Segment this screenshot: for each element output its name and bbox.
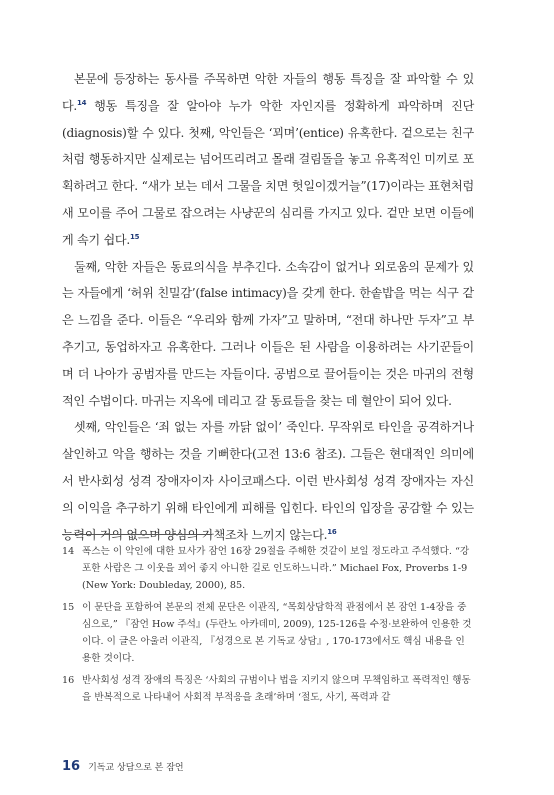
paragraph-text: 둘째, 악한 자들은 동료의식을 부추긴다. 소속감이 없거나 외로움의 문제가 있는 자들에게 ‘허위 친밀감’(false intimacy)을 갖게 한다. 한솥밥을 먹는 식구 같은 느낌을 준다. 이들은 “우리와 함께 가자”고 말하며, “전대 하나만 두자”고 부추기고, 동업하자고 유혹한다. 그러나 이들은 된 사람을 이용하려는 사기꾼들이며 더 나아가 공범자를 만드는 자들이다. 공범으로 끌어들이는 것은 마귀의 전형적인 수법이다. 마귀는 지옥에 데리고 갈 동료들을 찾는 데 혈안이 되어 있다. (62, 259, 474, 408)
footnote (62, 543, 474, 594)
footnote-reference: 14 (77, 98, 87, 107)
footnote-divider (62, 534, 212, 535)
body-paragraph (62, 414, 474, 548)
footnote (62, 672, 474, 706)
running-book-title: 기독교 상담으로 본 잠언 (88, 763, 184, 773)
paragraph-text: 행동 특징을 잘 알아야 누가 악한 자인지를 정확하게 파악하며 진단(diagnosis)할 수 있다. 첫째, 악인들은 ‘꾀며’(entice) 유혹한다. 겉으로는 친구처럼 행동하지만 실제로는 넘어뜨리려고 몰래 걸림돌을 놓고 유혹적인 미끼로 포획하려고 한다. “새가 보는 데서 그물을 치면 헛일이겠거늘”(17)이라는 표현처럼 새 모이를 주어 그물로 잡으려는 사냥꾼의 심리를 가지고 있다. 겉만 보면 이들에게 속기 쉽다. (62, 98, 474, 247)
page-footer (62, 759, 184, 774)
body-paragraph (62, 254, 474, 415)
footnote-number: 15 (62, 602, 75, 613)
paragraph-text: 셋째, 악인들은 ‘죄 없는 자를 까닭 없이’ 죽인다. 무작위로 타인을 공격하거나 살인하고 악을 행하는 것을 기뻐한다(고전 13:6 참조). 그들은 현대적인 의미에서 반사회성 성격 장애자이자 사이코패스다. 이런 반사회성 성격 장애자는 자신의 이익을 추구하기 위해 타인에게 피해를 입힌다. 타인의 입장을 공감할 수 있는 능력이 거의 없으며 양심의 가책조차 느끼지 않는다. (62, 420, 474, 542)
paragraph-text: 본문에 등장하는 동사를 주목하면 악한 자들의 행동 특징을 잘 파악할 수 있다. (62, 72, 474, 113)
footnote-text: 이 문단을 포함하여 본문의 전체 문단은 이관직, “목회상담학적 관점에서 본 잠언 1-4장을 중심으로,” 『잠언 How 주석』(두란노 아카데미, 2009), 125-126을 수정·보완하여 인용한 것이다. 이 글은 아울러 이관직, 『성경으로 본 기독교 상담』, 170-173에서도 핵심 내용을 인용한 것이다. (82, 602, 472, 664)
footnotes (62, 543, 474, 711)
footnote-reference: 16 (327, 527, 337, 536)
footnote-text: 반사회성 성격 장애의 특징은 ‘사회의 규범이나 법을 지키지 않으며 무책임하고 폭력적인 행동을 반복적으로 나타내어 사회적 부적응을 초래’하며 ‘절도, 사기, 폭력과 같 (82, 675, 471, 703)
footnote-number: 14 (62, 546, 75, 557)
footnote-reference: 15 (129, 232, 140, 241)
body-paragraph (62, 66, 474, 254)
footnote (62, 599, 474, 667)
footnote-text: 폭스는 이 악인에 대한 묘사가 잠언 16장 29절을 주해한 것같이 보일 정도라고 주석했다. “강포한 사람은 그 이웃을 꾀어 좋지 아니한 길로 인도하느니라.” Michael Fox, Proverbs 1-9 (New York: Doubleday, 2000), 85. (82, 546, 470, 591)
page-number: 16 (62, 759, 81, 774)
footnote-number: 16 (62, 675, 75, 686)
body-text (62, 66, 474, 548)
